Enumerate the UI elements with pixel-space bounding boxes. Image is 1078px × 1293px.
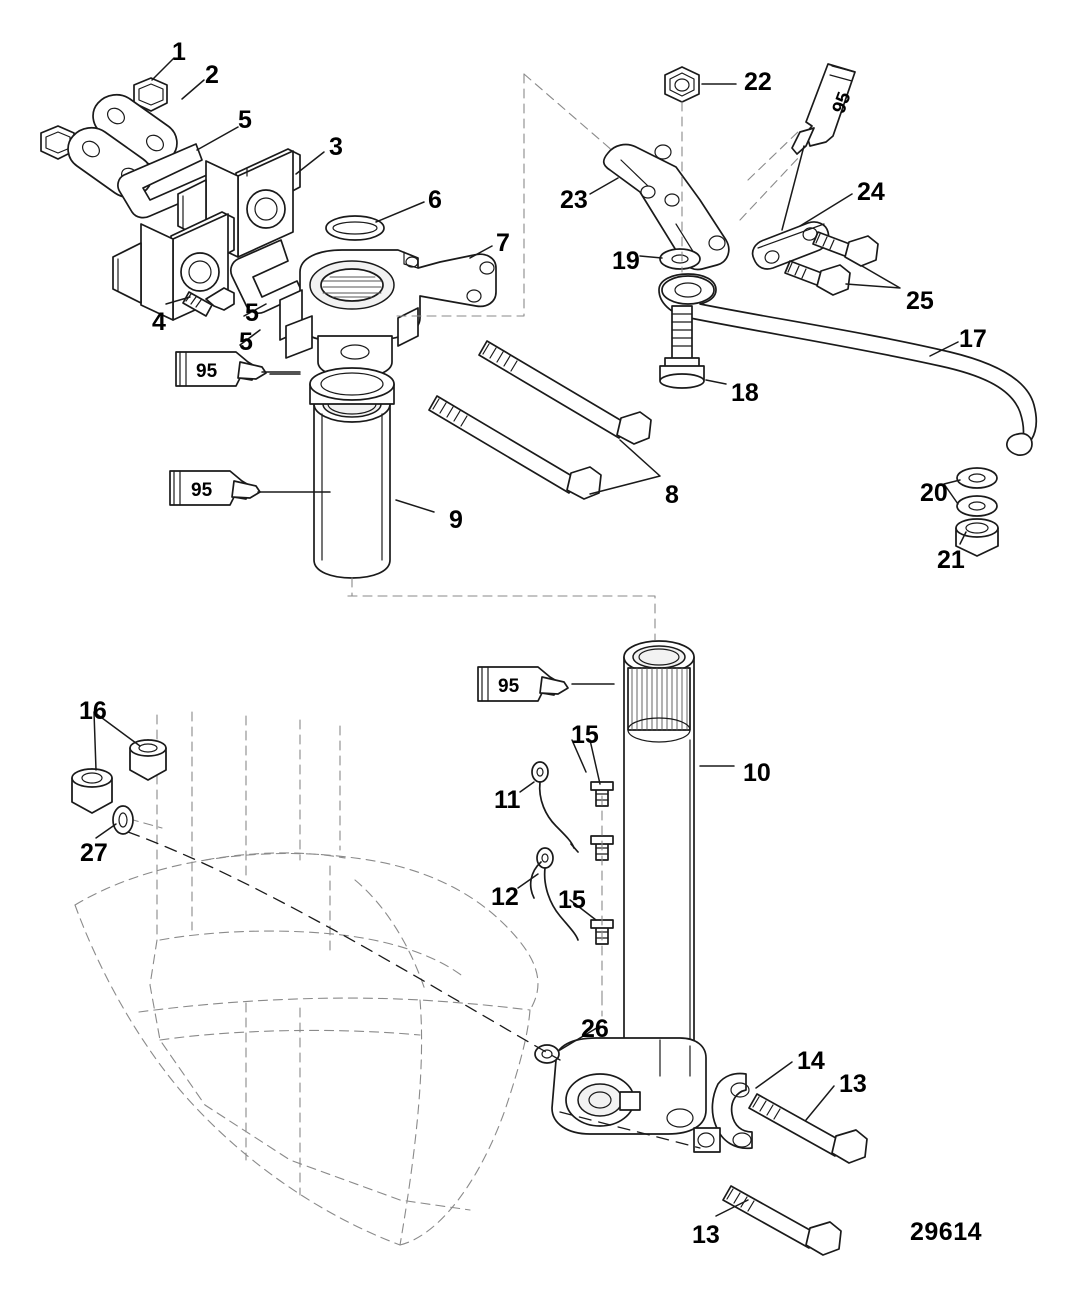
tube-95-label-a: 95 — [196, 361, 218, 382]
part-9-bearing-sleeve — [310, 368, 394, 578]
callout-5-upper: 5 — [238, 106, 252, 134]
callout-13-lower: 13 — [692, 1221, 720, 1249]
callout-14: 14 — [797, 1047, 825, 1075]
callout-4: 4 — [152, 308, 166, 336]
callout-24: 24 — [857, 178, 885, 206]
callout-16: 16 — [79, 697, 107, 725]
ghost-gearcase-outline — [75, 712, 538, 1245]
part-25-bolt-lower — [785, 261, 850, 295]
callout-22: 22 — [744, 68, 772, 96]
callout-8: 8 — [665, 481, 679, 509]
callout-17: 17 — [959, 325, 987, 353]
callout-13-upper: 13 — [839, 1070, 867, 1098]
callout-15-lower: 15 — [558, 886, 586, 914]
tube-95-label-d: 95 — [828, 89, 856, 117]
callout-2: 2 — [205, 61, 219, 89]
callout-11: 11 — [494, 786, 521, 814]
part-20-washer-upper — [957, 468, 997, 488]
part-20-washer-lower — [957, 496, 997, 516]
callout-10: 10 — [743, 759, 771, 787]
callout-7: 7 — [496, 229, 510, 257]
callout-15-upper: 15 — [571, 721, 599, 749]
part-6-o-ring — [326, 216, 384, 240]
callout-9: 9 — [449, 506, 463, 534]
part-10-swivel-tube — [624, 641, 694, 1080]
callout-21: 21 — [937, 546, 965, 574]
callout-18: 18 — [731, 379, 759, 407]
callout-23: 23 — [560, 186, 588, 214]
callout-12: 12 — [491, 883, 519, 911]
callout-3: 3 — [329, 133, 343, 161]
drawing-number: 29614 — [910, 1218, 983, 1246]
part-27-washer — [113, 806, 133, 834]
part-13-bolt-upper — [749, 1094, 867, 1163]
callout-20: 20 — [920, 479, 948, 507]
part-22-nut — [665, 67, 699, 102]
part-13-bolt-lower — [723, 1186, 841, 1255]
callout-6: 6 — [428, 186, 442, 214]
tube-95-label-b: 95 — [191, 480, 213, 501]
lubricant-tube-95-a — [176, 352, 266, 386]
callout-27: 27 — [80, 839, 108, 867]
reference-dashed-guides — [348, 74, 800, 1016]
callout-19: 19 — [612, 247, 640, 275]
part-16-nut-upper — [130, 740, 166, 780]
callout-25: 25 — [906, 287, 934, 315]
part-19-washer — [660, 249, 700, 269]
lubricant-tube-95-c — [478, 667, 568, 701]
callout-26: 26 — [581, 1015, 609, 1043]
part-8-bolt-upper — [479, 341, 651, 444]
tube-95-label-c: 95 — [498, 676, 520, 697]
part-17-steering-arm — [659, 274, 1036, 455]
part-26-lower-mount — [535, 1038, 706, 1134]
part-16-nut-lower — [72, 769, 112, 813]
callout-5-mid: 5 — [245, 299, 259, 327]
part-12-ground-wire — [531, 862, 541, 898]
lubricant-tube-95-b — [170, 471, 260, 505]
part-7-swivel-bracket — [280, 250, 496, 378]
callout-1: 1 — [172, 38, 186, 66]
callout-5-lower: 5 — [239, 328, 253, 356]
